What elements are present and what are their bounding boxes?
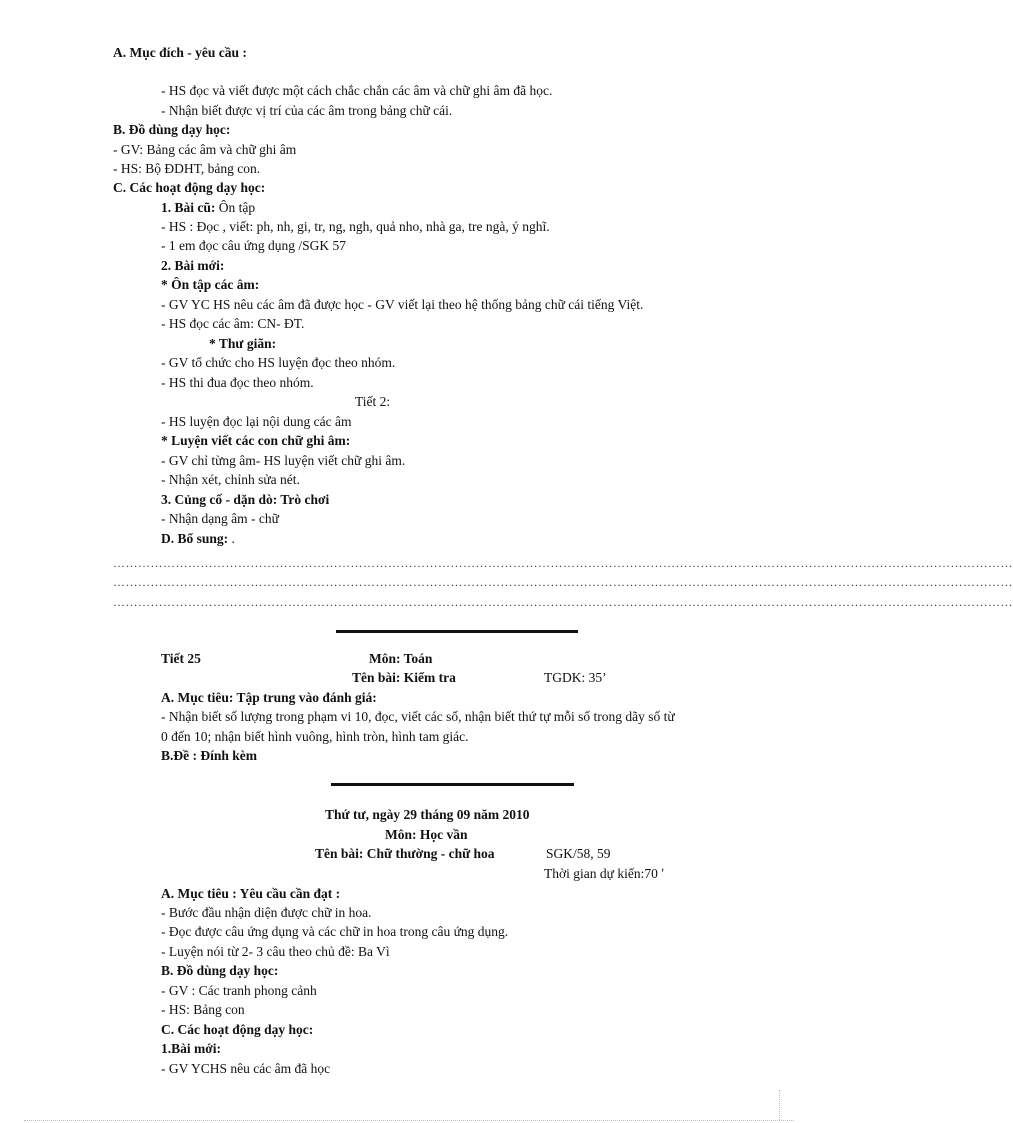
page-bottom-border xyxy=(24,1120,794,1121)
math-period: Tiết 25 xyxy=(161,651,201,666)
old-lesson-line xyxy=(161,199,255,216)
separator-rule-2 xyxy=(331,783,574,786)
materials-line-1: - GV: Bảng các âm và chữ ghi âm xyxy=(113,142,297,157)
relax-subheading: * Thư giãn: xyxy=(209,336,277,351)
heading-a-goals: A. Mục đích - yêu cầu : xyxy=(113,45,247,60)
reading-new-lesson-item-1: - GV YCHS nêu các âm đã học xyxy=(161,1061,331,1076)
period-2-item-1: - HS luyện đọc lại nội dung các âm xyxy=(161,414,352,429)
page-edge-dots xyxy=(779,1090,780,1120)
old-lesson-value: Ôn tập xyxy=(215,200,256,215)
old-lesson-title: 1. Bài cũ: xyxy=(161,200,216,215)
dotted-line-1: ……………………………………………………………………………………………………………………………………………………………………………………………… xyxy=(113,556,1013,570)
consolidation-item-1: - Nhận dạng âm - chữ xyxy=(161,511,279,526)
reading-goal-line-3: - Luyện nói từ 2- 3 câu theo chủ đề: Ba Vì xyxy=(161,944,390,959)
heading-b-materials: B. Đồ dùng dạy học: xyxy=(113,122,231,137)
reading-activities-heading: C. Các hoạt động dạy học: xyxy=(161,1022,314,1037)
supplement-tail: . xyxy=(228,531,235,546)
separator-rule-1 xyxy=(336,630,578,633)
old-lesson-item-1: - HS : Đọc , viết: ph, nh, gi, tr, ng, ngh, quả nho, nhà ga, tre ngà, ý nghĩ. xyxy=(161,219,550,234)
math-goal-line-1: - Nhận biết số lượng trong phạm vi 10, đọc, viết các số, nhận biết thứ tự mỗi số trong dãy số từ xyxy=(161,709,675,724)
reading-time: Thời gian dự kiến:70 ʹ xyxy=(544,866,665,881)
relax-item-1: - GV tổ chức cho HS luyện đọc theo nhóm. xyxy=(161,355,396,370)
reading-goal-line-1: - Bước đầu nhận diện được chữ in hoa. xyxy=(161,905,372,920)
reading-goal-line-2: - Đọc được câu ứng dụng và các chữ in hoa trong câu ứng dụng. xyxy=(161,924,509,939)
review-sounds-subheading: * Ôn tập các âm: xyxy=(161,277,260,292)
supplement-heading: D. Bổ sung: xyxy=(161,531,229,546)
math-exam: B.Đề : Đính kèm xyxy=(161,748,258,763)
writing-subheading: * Luyện viết các con chữ ghi âm: xyxy=(161,433,351,448)
consolidation-title: 3. Củng cố - dặn dò: Trò chơi xyxy=(161,492,330,507)
reading-lesson: Tên bài: Chữ thường - chữ hoa xyxy=(315,846,495,861)
supplement-line xyxy=(161,530,235,547)
heading-c-activities: C. Các hoạt động dạy học: xyxy=(113,180,266,195)
math-lesson: Tên bài: Kiểm tra xyxy=(352,670,456,685)
reading-materials-line-2: - HS: Bảng con xyxy=(161,1002,245,1017)
reading-reference: SGK/58, 59 xyxy=(546,846,611,861)
math-goal-line-2: 0 đến 10; nhận biết hình vuông, hình tròn, hình tam giác. xyxy=(161,729,469,744)
reading-goal-heading: A. Mục tiêu : Yêu cầu cần đạt : xyxy=(161,886,341,901)
review-item-2: - HS đọc các âm: CN- ĐT. xyxy=(161,316,305,331)
goal-line-1: - HS đọc và viết được một cách chắc chắn các âm và chữ ghi âm đã học. xyxy=(161,83,553,98)
writing-item-1: - GV chỉ từng âm- HS luyện viết chữ ghi âm. xyxy=(161,453,406,468)
reading-materials-line-1: - GV : Các tranh phong cảnh xyxy=(161,983,317,998)
math-subject: Môn: Toán xyxy=(369,651,433,666)
review-item-1: - GV YC HS nêu các âm đã được học - GV viết lại theo hệ thống bảng chữ cái tiếng Việt. xyxy=(161,297,644,312)
reading-new-lesson-title: 1.Bài mới: xyxy=(161,1041,221,1056)
math-time: TGDK: 35’ xyxy=(544,670,607,685)
writing-item-2: - Nhận xét, chỉnh sửa nét. xyxy=(161,472,300,487)
dotted-line-3: ……………………………………………………………………………………………………………………………………………………………………………………………… xyxy=(113,595,1013,609)
reading-subject: Môn: Học vần xyxy=(385,827,468,842)
relax-item-2: - HS thi đua đọc theo nhóm. xyxy=(161,375,314,390)
reading-materials-heading: B. Đồ dùng dạy học: xyxy=(161,963,279,978)
materials-line-2: - HS: Bộ ĐDHT, bảng con. xyxy=(113,161,261,176)
dotted-line-2: ……………………………………………………………………………………………………………………………………………………………………………………………… xyxy=(113,575,1013,589)
old-lesson-item-2: - 1 em đọc câu ứng dụng /SGK 57 xyxy=(161,238,347,253)
period-2-label: Tiết 2: xyxy=(355,394,391,409)
lesson-date: Thứ tư, ngày 29 tháng 09 năm 2010 xyxy=(325,807,530,822)
math-goal-heading: A. Mục tiêu: Tập trung vào đánh giá: xyxy=(161,690,377,705)
new-lesson-title: 2. Bài mới: xyxy=(161,258,225,273)
goal-line-2: - Nhận biết được vị trí của các âm trong bảng chữ cái. xyxy=(161,103,453,118)
